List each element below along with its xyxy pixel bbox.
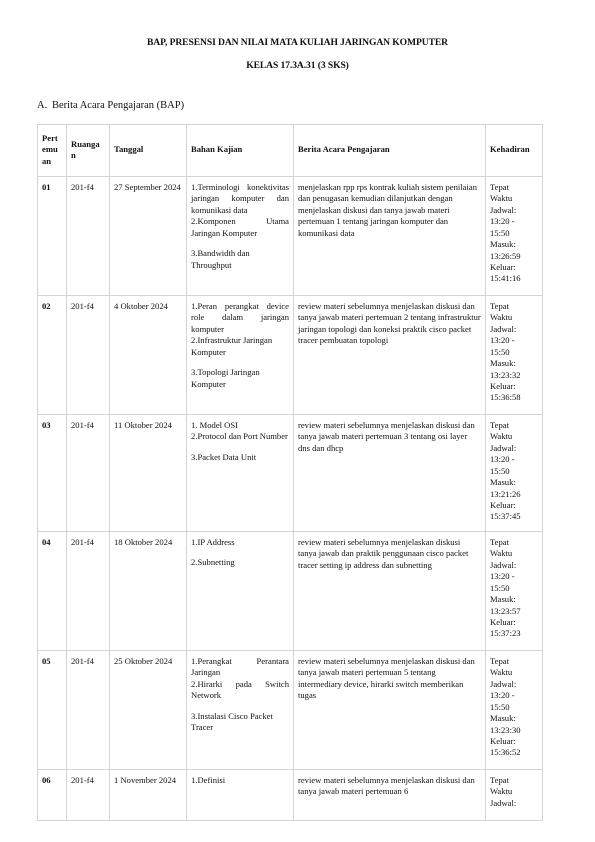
bahan-item: 2.Komponen Utama Jaringan Komputer: [191, 216, 289, 238]
cell-kehadiran: [486, 770, 543, 821]
kehadiran-line: Waktu: [490, 548, 513, 559]
kehadiran-line: Waktu: [490, 431, 513, 442]
bahan-item: 2.Hirarki pada Switch Network: [191, 678, 289, 701]
cell-bahan-kajian: [187, 296, 294, 415]
kehadiran-line: 13:20 -: [490, 571, 515, 582]
header-berita-acara: Berita Acara Pengajaran: [294, 125, 486, 177]
bahan-item: 2.Subnetting: [191, 557, 235, 568]
bap-table: [37, 124, 543, 821]
kehadiran-line: 15:36:58: [490, 392, 521, 403]
kehadiran-line: 13:23:57: [490, 605, 521, 616]
kehadiran-line: 13:20 -: [490, 690, 515, 701]
kehadiran-line: 13:26:59: [490, 250, 521, 261]
kehadiran-line: 13:20 -: [490, 216, 515, 227]
cell-berita-acara: menjelaskan rpp rps kontrak kuliah sistem penilaian dan penugasan kemudian dilanjutkan dengan menjelaskan diskusi dan tanya jawab materi pertemuan 1 tentang jaringan komputer dan komunikasi data: [294, 177, 486, 296]
cell-pertemuan: 06: [38, 770, 67, 821]
bahan-item: 3.Packet Data Unit: [191, 451, 257, 462]
header-kehadiran: Kehadiran: [486, 125, 543, 177]
header-ruangan: Ruanga n: [67, 125, 110, 177]
bahan-item: 1.Peran perangkat device role dalam jaringan komputer: [191, 301, 289, 334]
cell-pertemuan: 02: [38, 296, 67, 415]
cell-kehadiran: [486, 177, 543, 296]
kehadiran-line: Masuk:: [490, 713, 516, 724]
kehadiran-line: 13:21:26: [490, 488, 521, 499]
cell-ruangan: 201-f4: [67, 415, 110, 532]
kehadiran-line: 15:36:52: [490, 747, 521, 758]
document-title: BAP, PRESENSI DAN NILAI MATA KULIAH JARINGAN KOMPUTER: [146, 37, 449, 48]
kehadiran-line: Jadwal:: [490, 797, 517, 808]
kehadiran-line: 13:23:32: [490, 369, 521, 380]
bahan-item: 1.IP Address: [191, 537, 235, 547]
cell-berita-acara: review materi sebelumnya menjelaskan diskusi tanya jawab dan praktik penggunaan cisco packet tracer setting ip address dan subnetting: [294, 532, 486, 651]
section-title: Berita Acara Pengajaran (BAP): [52, 100, 185, 111]
bahan-item: 1.Definisi: [191, 775, 226, 785]
kehadiran-line: 15:50: [490, 582, 510, 593]
kehadiran-line: Jadwal:: [490, 559, 517, 570]
kehadiran-line: Tepat: [490, 656, 509, 666]
cell-tanggal: 18 Oktober 2024: [110, 532, 187, 651]
bahan-item: 3.Bandwidth dan Throughput: [191, 248, 250, 270]
class-subtitle: KELAS 17.3A.31 (3 SKS): [246, 60, 349, 71]
table-row: [38, 532, 543, 651]
kehadiran-line: 15:37:45: [490, 511, 521, 522]
kehadiran-line: Waktu: [490, 667, 513, 678]
kehadiran-line: Masuk:: [490, 594, 516, 605]
table-row: [38, 177, 543, 296]
kehadiran-line: 15:50: [490, 465, 510, 476]
cell-bahan-kajian: [187, 651, 294, 770]
cell-ruangan: 201-f4: [67, 651, 110, 770]
kehadiran-line: Keluar:: [490, 499, 516, 510]
cell-berita-acara: review materi sebelumnya menjelaskan diskusi dan tanya jawab materi pertemuan 6: [294, 770, 486, 821]
cell-ruangan: 201-f4: [67, 177, 110, 296]
cell-bahan-kajian: [187, 177, 294, 296]
cell-ruangan: 201-f4: [67, 296, 110, 415]
kehadiran-line: Tepat: [490, 775, 509, 785]
cell-tanggal: 11 Oktober 2024: [110, 415, 187, 532]
cell-ruangan: 201-f4: [67, 770, 110, 821]
bahan-item: 1.Perangkat Perantara Jaringan: [191, 656, 289, 678]
table-header-row: [38, 125, 543, 177]
kehadiran-line: Keluar:: [490, 261, 516, 272]
kehadiran-line: Masuk:: [490, 358, 516, 369]
kehadiran-line: 15:50: [490, 346, 510, 357]
kehadiran-line: Keluar:: [490, 616, 516, 627]
kehadiran-line: Tepat: [490, 301, 509, 311]
section-heading: [37, 100, 184, 111]
cell-tanggal: 25 Oktober 2024: [110, 651, 187, 770]
header-tanggal: Tanggal: [110, 125, 187, 177]
kehadiran-line: Waktu: [490, 193, 513, 204]
cell-bahan-kajian: [187, 532, 294, 651]
cell-bahan-kajian: [187, 415, 294, 532]
bahan-item: 1. Model OSI: [191, 420, 239, 430]
table-row: [38, 651, 543, 770]
bahan-item: 1.Terminologi konektivitas jaringan komputer dan komunikasi data: [191, 182, 289, 215]
cell-berita-acara: review materi sebelumnya menjelaskan diskusi dan tanya jawab materi pertemuan 3 tentang osi layer dns dan dhcp: [294, 415, 486, 532]
cell-ruangan: 201-f4: [67, 532, 110, 651]
kehadiran-line: Masuk:: [490, 239, 516, 250]
cell-berita-acara: review materi sebelumnya menjelaskan diskusi dan tanya jawab materi pertemuan 2 tentang infrastruktur jaringan topologi dan koneksi praktik cisco packet tracer pembuatan topologi: [294, 296, 486, 415]
cell-bahan-kajian: [187, 770, 294, 821]
kehadiran-line: Waktu: [490, 786, 513, 797]
kehadiran-line: 15:37:23: [490, 628, 521, 639]
kehadiran-line: Keluar:: [490, 735, 516, 746]
bahan-item: 2.Protocol dan Port Number: [191, 431, 288, 442]
kehadiran-line: 15:41:16: [490, 273, 521, 284]
cell-pertemuan: 05: [38, 651, 67, 770]
bahan-item: 2.Infrastruktur Jaringan Komputer: [191, 335, 273, 357]
kehadiran-line: 15:50: [490, 701, 510, 712]
kehadiran-line: Keluar:: [490, 380, 516, 391]
kehadiran-line: Jadwal:: [490, 678, 517, 689]
cell-pertemuan: 03: [38, 415, 67, 532]
kehadiran-line: Jadwal:: [490, 204, 517, 215]
kehadiran-line: Tepat: [490, 420, 509, 430]
cell-pertemuan: 04: [38, 532, 67, 651]
kehadiran-line: 15:50: [490, 227, 510, 238]
table-row: [38, 770, 543, 821]
kehadiran-line: Jadwal:: [490, 442, 517, 453]
cell-berita-acara: review materi sebelumnya menjelaskan diskusi dan tanya jawab materi pertemuan 5 tentang intermediary device, hirarki switch memberikan tugas: [294, 651, 486, 770]
kehadiran-line: Waktu: [490, 312, 513, 323]
kehadiran-line: Jadwal:: [490, 323, 517, 334]
kehadiran-line: Tepat: [490, 537, 509, 547]
kehadiran-line: 13:20 -: [490, 335, 515, 346]
cell-kehadiran: [486, 296, 543, 415]
bahan-item: 3.Topologi Jaringan Komputer: [191, 367, 260, 389]
section-number: A.: [37, 100, 48, 111]
table-row: [38, 296, 543, 415]
cell-kehadiran: [486, 532, 543, 651]
kehadiran-line: 13:23:30: [490, 724, 521, 735]
header-pertemuan: Pert emu an: [38, 125, 67, 177]
cell-tanggal: 27 September 2024: [110, 177, 187, 296]
cell-tanggal: 1 November 2024: [110, 770, 187, 821]
cell-kehadiran: [486, 415, 543, 532]
bahan-item: 3.Instalasi Cisco Packet Tracer: [191, 710, 273, 733]
cell-tanggal: 4 Oktober 2024: [110, 296, 187, 415]
header-bahan-kajian: Bahan Kajian: [187, 125, 294, 177]
kehadiran-line: 13:20 -: [490, 454, 515, 465]
cell-pertemuan: 01: [38, 177, 67, 296]
cell-kehadiran: [486, 651, 543, 770]
table-row: [38, 415, 543, 532]
kehadiran-line: Tepat: [490, 182, 509, 192]
kehadiran-line: Masuk:: [490, 477, 516, 488]
